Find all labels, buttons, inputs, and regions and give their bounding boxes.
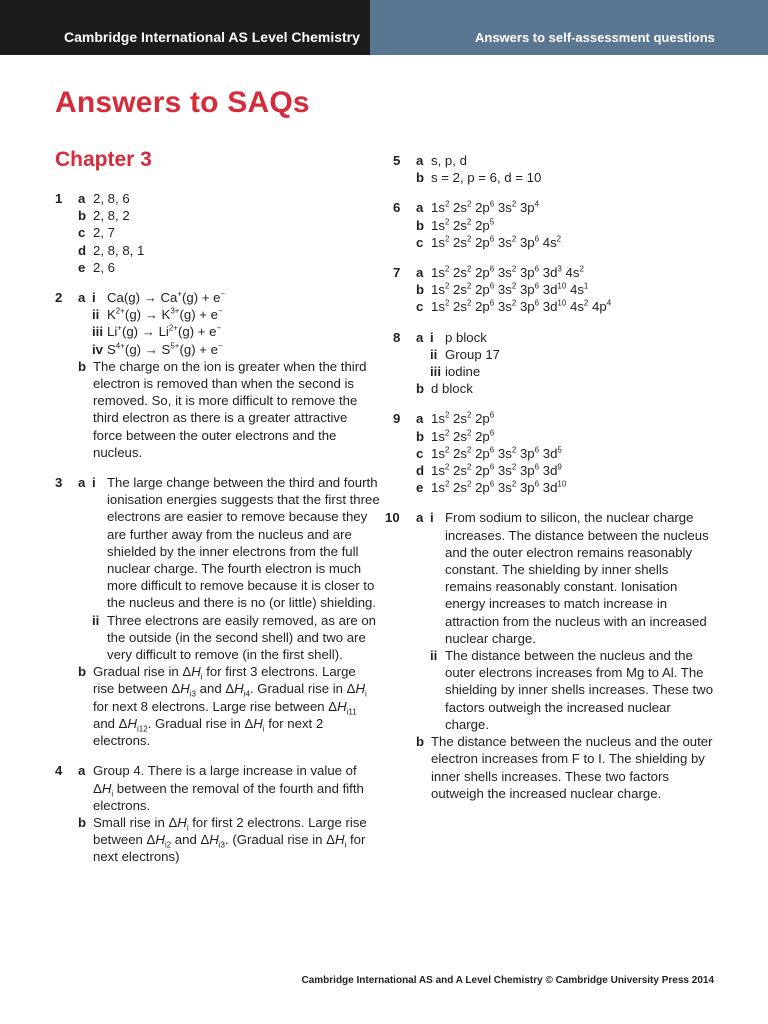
part-label: a <box>78 191 86 206</box>
part-text: $1s^2$ $2s^2$ $2p^6$ $3s^2$ $3p^6$ $3d^{10}$ <box>431 479 567 496</box>
part-label: b <box>416 734 425 750</box>
part-label: b <box>78 358 87 374</box>
part-label: a <box>78 763 86 779</box>
answer-subpart <box>385 329 715 346</box>
answer-subpart <box>385 363 715 380</box>
answer-part <box>385 462 715 479</box>
equation-text: $Li^+(g) \to Li^{2+}(g) + e^-$ <box>107 324 222 340</box>
subpart-text: The distance between the nucleus and the outer electrons increases from Mg to Al. The shielding by inner shells increases. These two factors outweigh the increased nuclear charge. <box>445 648 714 732</box>
answer-part <box>385 733 715 802</box>
question-number: 8 <box>393 329 401 345</box>
answer-part <box>385 428 715 445</box>
page-title: Answers to SAQs <box>55 86 310 119</box>
part-text: 2, 8, 8, 1 <box>93 242 145 258</box>
part-text: Small rise in $\Delta H_i$ for first 2 electrons. Large rise between $\Delta H_{i2}$ and $\Delta H_{i3}$. (Gradual rise in $\Delta H_i$ for next electrons) <box>93 814 367 865</box>
part-label: b <box>416 282 425 298</box>
answer-subpart <box>55 323 380 340</box>
part-text: 2, 7 <box>93 225 115 241</box>
question-number: 4 <box>55 763 63 779</box>
answer-subpart <box>385 346 715 363</box>
part-label: a <box>416 329 424 345</box>
question-number: 1 <box>55 191 63 206</box>
part-label: b <box>416 170 425 186</box>
question-1 <box>55 190 380 276</box>
subpart-text: iodine <box>445 364 481 380</box>
answer-part <box>385 199 715 216</box>
answer-part <box>385 410 715 427</box>
part-text: $1s^2$ $2s^2$ $2p^6$ $3s^2$ $3p^6$ $3d^3$ $4s^2$ <box>431 264 584 281</box>
part-text: The distance between the nucleus and the outer electron increases from F to I. The shielding by inner shells increases. These two factors outweigh the increased nuclear charge. <box>431 734 713 801</box>
part-text: d block <box>431 381 473 397</box>
question-6 <box>385 199 715 251</box>
subpart-label: i <box>92 475 96 491</box>
question-number: 5 <box>393 153 401 168</box>
question-number: 9 <box>393 411 401 427</box>
subpart-label: ii <box>430 648 438 664</box>
subpart-label: ii <box>92 307 100 323</box>
part-label: d <box>78 242 87 258</box>
part-label: a <box>416 265 424 281</box>
part-label: a <box>416 200 424 216</box>
part-label: c <box>416 299 424 315</box>
answer-part <box>385 479 715 496</box>
part-label: c <box>78 225 86 241</box>
subpart-label: ii <box>430 346 438 362</box>
part-label: b <box>416 217 425 233</box>
answer-part <box>55 814 380 866</box>
question-8 <box>385 329 715 398</box>
question-3 <box>55 474 380 749</box>
answer-subpart <box>55 289 380 306</box>
part-text: $1s^2$ $2s^2$ $2p^6$ $3s^2$ $3p^6$ $3d^9$ <box>431 462 562 479</box>
question-2 <box>55 289 380 461</box>
part-label: a <box>78 475 86 491</box>
part-label: b <box>416 428 425 444</box>
equation-text: Ca(g) → Ca+(g) + e− <box>107 289 226 306</box>
question-4 <box>55 762 380 865</box>
part-text: 2, 8, 2 <box>93 208 130 224</box>
equation-text: $K^{2+}(g) \to K^{3+}(g) + e^-$ <box>107 306 223 323</box>
answer-part <box>55 259 380 276</box>
answer-part <box>55 762 380 814</box>
part-text: $1s^2$ $2s^2$ $2p^6$ $3s^2$ $3p^4$ <box>431 200 540 216</box>
part-label: c <box>416 445 424 461</box>
subpart-label: i <box>430 329 434 345</box>
part-text: $1s^2$ $2s^2$ $2p^6$ <box>431 428 495 444</box>
part-label: d <box>416 463 425 479</box>
answer-part <box>55 190 380 207</box>
answer-part <box>55 242 380 259</box>
part-label: b <box>78 814 87 830</box>
part-text: Gradual rise in $\Delta H_i$ for first 3 electrons. Large rise between $\Delta H_{i3}$ and $\Delta H_{i4}$. Gradual rise in $\Delta H_i$ for next 8 electrons. Large rise between $\Delta H_{i11}$ and $\Delta H_{i12}$. Gradual rise in $\Delta H_i$ for next 2 electrons. <box>93 664 367 749</box>
part-text: $1s^2$ $2s^2$ $2p^6$ $3s^2$ $3p^6$ $3d^{10}$ $4s^2$ $4p^4$ <box>431 299 612 315</box>
answer-part <box>55 663 380 749</box>
part-text: $1s^2$ $2s^2$ $2p^6$ $3s^2$ $3p^6$ $3d^{10}$ $4s^1$ <box>431 281 589 298</box>
right-column <box>385 152 715 802</box>
chapter-heading: Chapter 3 <box>55 148 152 171</box>
answer-part <box>385 152 715 169</box>
part-text: s, p, d <box>431 153 467 168</box>
part-label: a <box>416 153 424 168</box>
subpart-text: The large change between the third and fourth ionisation energies suggests that the first three electrons are easier to remove because they are further away from the nucleus and are shielded by the inner electrons from the full nuclear charge. The fourth electron is much more difficult to remove because it is closer to the nucleus and there is no (or little) shielding. <box>107 475 380 611</box>
header-book-title: Cambridge International AS Level Chemistry <box>0 0 370 55</box>
subpart-label: ii <box>92 612 100 628</box>
subpart-label: i <box>92 290 96 306</box>
question-number: 3 <box>55 475 63 491</box>
answer-part <box>55 207 380 224</box>
question-number: 2 <box>55 290 63 306</box>
answer-subpart <box>55 341 380 358</box>
subpart-label: iii <box>92 324 103 340</box>
subpart-text: p block <box>445 329 487 345</box>
answer-part <box>385 217 715 234</box>
answer-subpart <box>385 509 715 647</box>
part-label: b <box>78 208 87 224</box>
question-number: 10 <box>385 510 400 526</box>
part-label: a <box>416 411 424 427</box>
question-5 <box>385 152 715 186</box>
question-7 <box>385 264 715 316</box>
part-label: e <box>78 259 86 275</box>
equation-text: $S^{4+}(g) \to S^{5+}(g) + e^-$ <box>107 341 223 357</box>
subpart-text: Group 17 <box>445 346 500 362</box>
answer-subpart <box>385 647 715 733</box>
subpart-label: iv <box>92 341 103 357</box>
part-text: The charge on the ion is greater when the third electron is removed than when the second is removed. So, it is more difficult to remove the third electron as there is a greater attractive force between the outer electrons and the nucleus. <box>93 358 367 460</box>
part-text: $1s^2$ $2s^2$ $2p^6$ <box>431 411 495 427</box>
subpart-text: Three electrons are easily removed, as are on the outside (in the second shell) and two are very difficult to remove (in the first shell). <box>107 612 377 663</box>
question-number: 6 <box>393 200 401 216</box>
answer-subpart <box>55 306 380 323</box>
answer-part <box>385 264 715 281</box>
part-label: b <box>78 664 87 680</box>
part-label: c <box>416 234 424 250</box>
answer-part <box>55 224 380 241</box>
part-text: s = 2, p = 6, d = 10 <box>431 170 542 186</box>
left-column <box>55 190 380 866</box>
answer-part <box>385 169 715 186</box>
answer-part <box>385 281 715 298</box>
answer-subpart <box>55 474 380 612</box>
answer-part <box>385 380 715 397</box>
part-text: $1s^2$ $2s^2$ $2p^6$ $3s^2$ $3p^6$ $4s^2$ <box>431 234 562 250</box>
part-label: a <box>416 510 424 526</box>
part-text: 2, 6 <box>93 259 115 275</box>
subpart-text: From sodium to silicon, the nuclear charge increases. The distance between the nucleus and the outer electron remains reasonably constant. The shielding by inner shells remains reasonably constant. Ionisation energy increases to match increase in attraction from the nucleus with an increased nuclear charge. <box>445 510 709 646</box>
answer-part <box>385 298 715 315</box>
part-text: $1s^2$ $2s^2$ $2p^5$ <box>431 217 495 233</box>
subpart-label: iii <box>430 364 441 380</box>
answer-part <box>385 234 715 251</box>
part-label: b <box>416 381 425 397</box>
part-text: Group 4. There is a large increase in value of $\Delta H_i$ between the removal of the fourth and fifth electrons. <box>93 763 364 813</box>
answer-part <box>55 358 380 461</box>
question-9 <box>385 410 715 496</box>
question-number: 7 <box>393 265 401 281</box>
part-label: e <box>416 480 424 496</box>
answer-part <box>385 445 715 462</box>
subpart-label: i <box>430 510 434 526</box>
part-label: a <box>78 290 86 306</box>
part-text: 2, 8, 6 <box>93 191 130 206</box>
footer-copyright: Cambridge International AS and A Level Chemistry © Cambridge University Press 2014 <box>301 975 714 986</box>
question-10 <box>385 509 715 801</box>
answer-subpart <box>55 612 380 664</box>
header-section-title: Answers to self-assessment questions <box>370 0 768 55</box>
part-text: $1s^2$ $2s^2$ $2p^6$ $3s^2$ $3p^6$ $3d^5$ <box>431 445 562 461</box>
